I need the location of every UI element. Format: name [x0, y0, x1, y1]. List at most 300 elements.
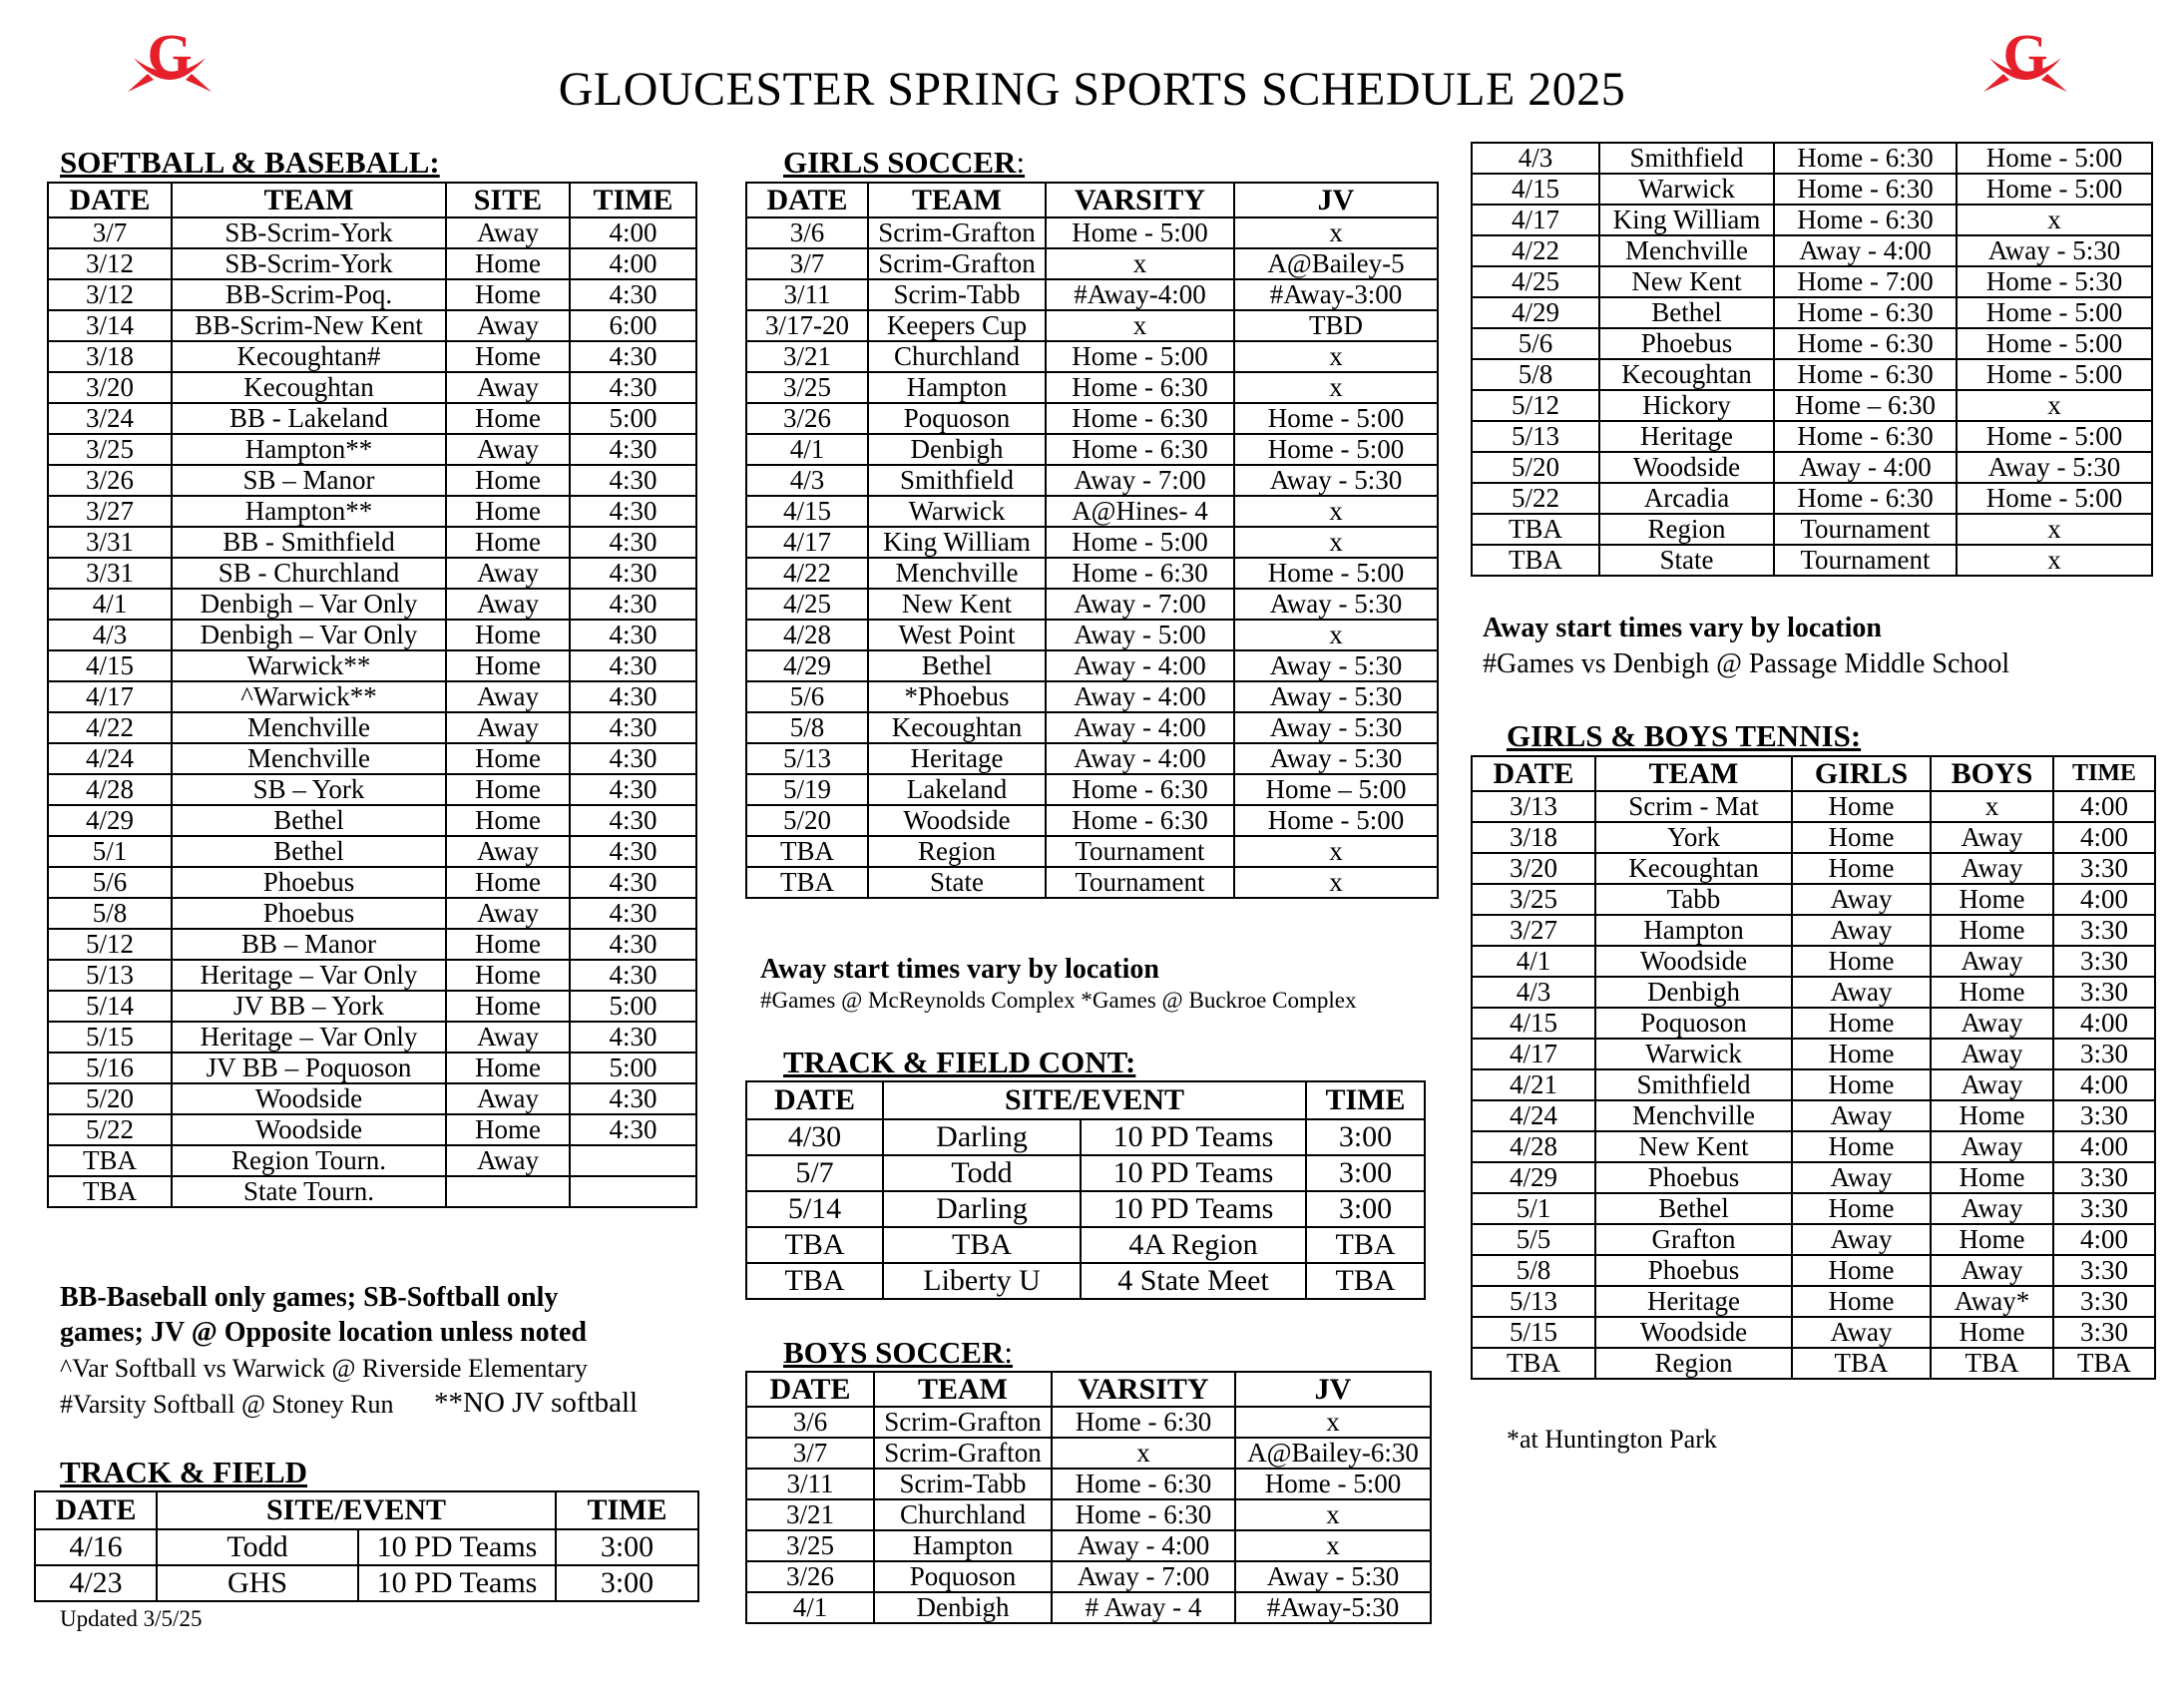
table-cell: 5/12: [48, 929, 172, 960]
table-row: [1472, 452, 2152, 483]
tennis-table: [1471, 755, 2156, 1380]
table-row: [746, 1191, 1425, 1227]
table-row: [48, 1022, 696, 1053]
table-cell: 4/3: [1472, 143, 1599, 174]
col-header: DATE: [1472, 756, 1595, 791]
girls-soccer-table: [745, 182, 1439, 899]
table-cell: 5/13: [746, 743, 868, 774]
table-cell: Away: [446, 836, 570, 867]
table-cell: SB – Manor: [172, 465, 446, 496]
table-cell: Home: [446, 496, 570, 527]
table-row: [746, 372, 1438, 403]
table-cell: Todd: [883, 1155, 1081, 1191]
table-cell: Home - 6:30: [1774, 483, 1957, 514]
table-header-row: [35, 1491, 698, 1529]
table-cell: Home – 5:00: [1234, 774, 1438, 805]
table-cell: x: [1234, 496, 1438, 527]
track-field-heading: TRACK & FIELD: [60, 1455, 308, 1489]
table-cell: Churchland: [868, 341, 1046, 372]
table-cell: 5/16: [48, 1053, 172, 1083]
table-cell: Kecoughtan: [1599, 359, 1774, 390]
table-cell: 5/5: [1472, 1224, 1595, 1255]
table-cell: 4/25: [746, 589, 868, 620]
table-cell: Away - 7:00: [1046, 465, 1234, 496]
table-row: [48, 836, 696, 867]
col-header: VARSITY: [1046, 183, 1234, 217]
table-cell: Denbigh: [868, 434, 1046, 465]
sb-note-3: ^Var Softball vs Warwick @ Riverside Elementary: [60, 1354, 588, 1383]
table-row: [48, 743, 696, 774]
table-cell: Darling: [883, 1191, 1081, 1227]
table-cell: 4:30: [570, 372, 696, 403]
table-cell: Away: [446, 1145, 570, 1176]
table-row: [1472, 915, 2155, 946]
table-cell: Home - 6:30: [1774, 205, 1957, 235]
table-cell: 3:30: [2053, 977, 2155, 1008]
table-cell: 5/6: [1472, 328, 1599, 359]
table-cell: TBA: [1931, 1348, 2053, 1379]
table-cell: Away: [446, 217, 570, 248]
table-cell: Kecoughtan: [868, 712, 1046, 743]
table-row: [1472, 1286, 2155, 1317]
table-cell: 3:00: [1306, 1155, 1425, 1191]
table-cell: Scrim-Grafton: [868, 248, 1046, 279]
sb-note-4: #Varsity Softball @ Stoney Run: [60, 1390, 394, 1419]
table-cell: TBA: [1306, 1227, 1425, 1263]
table-cell: Bethel: [1599, 297, 1774, 328]
table-cell: 4:30: [570, 743, 696, 774]
table-cell: 3/14: [48, 310, 172, 341]
table-row: [746, 310, 1438, 341]
table-cell: 4:30: [570, 341, 696, 372]
table-cell: 10 PD Teams: [358, 1529, 556, 1565]
table-cell: Home - 6:30: [1046, 774, 1234, 805]
table-cell: Home - 5:00: [1234, 403, 1438, 434]
table-cell: Region: [1595, 1348, 1792, 1379]
table-row: [746, 681, 1438, 712]
table-cell: 10 PD Teams: [358, 1565, 556, 1601]
boys-soccer-heading: BOYS SOCCER:: [783, 1335, 1013, 1370]
table-cell: 4:30: [570, 712, 696, 743]
table-cell: 3/6: [746, 217, 868, 248]
table-cell: Home - 5:00: [1234, 434, 1438, 465]
col-header: TIME: [556, 1491, 698, 1529]
table-cell: Smithfield: [1599, 143, 1774, 174]
table-row: [746, 1592, 1431, 1623]
table-row: [48, 620, 696, 650]
table-cell: Liberty U: [883, 1263, 1081, 1299]
table-cell: 3:00: [556, 1565, 698, 1601]
table-cell: Away: [446, 681, 570, 712]
table-row: [1472, 297, 2152, 328]
table-row: [48, 805, 696, 836]
table-cell: Home – 6:30: [1774, 390, 1957, 421]
table-cell: 3/7: [746, 1438, 874, 1469]
table-row: [1472, 1224, 2155, 1255]
table-cell: Away: [1792, 915, 1931, 946]
col-header: TIME: [1306, 1081, 1425, 1119]
table-cell: Away: [1792, 1162, 1931, 1193]
table-row: [1472, 853, 2155, 884]
table-cell: 5/20: [746, 805, 868, 836]
table-row: [48, 217, 696, 248]
table-row: [746, 1561, 1431, 1592]
table-cell: Home: [446, 620, 570, 650]
table-cell: Away: [446, 712, 570, 743]
table-cell: Away - 7:00: [1046, 589, 1234, 620]
track-field-cont-table: [745, 1080, 1426, 1300]
table-cell: x: [1235, 1407, 1431, 1438]
table-cell: Denbigh – Var Only: [172, 589, 446, 620]
table-cell: Home: [446, 743, 570, 774]
table-cell: Menchville: [868, 558, 1046, 589]
table-cell: 4:30: [570, 681, 696, 712]
table-cell: 4/28: [746, 620, 868, 650]
table-cell: Away - 5:30: [1957, 235, 2152, 266]
table-cell: 4/29: [746, 650, 868, 681]
table-cell: 3:30: [2053, 1193, 2155, 1224]
table-row: [1472, 514, 2152, 545]
table-cell: Home - 5:00: [1046, 217, 1234, 248]
table-cell: 10 PD Teams: [1081, 1119, 1306, 1155]
table-cell: TBA: [2053, 1348, 2155, 1379]
table-cell: Heritage: [1595, 1286, 1792, 1317]
table-row: [746, 867, 1438, 898]
table-row: [1472, 884, 2155, 915]
tennis-heading: GIRLS & BOYS TENNIS:: [1507, 718, 1862, 753]
table-cell: x: [1234, 527, 1438, 558]
tennis-note: *at Huntington Park: [1507, 1425, 1717, 1454]
table-cell: 4/15: [48, 650, 172, 681]
boys-soccer-note-1: Away start times vary by location: [1483, 613, 1882, 643]
table-cell: TBA: [48, 1145, 172, 1176]
col-header: SITE/EVENT: [883, 1081, 1306, 1119]
table-cell: 3/21: [746, 1499, 874, 1530]
table-cell: Home - 5:00: [1957, 328, 2152, 359]
table-cell: 4/29: [1472, 297, 1599, 328]
table-cell: Away - 5:30: [1234, 650, 1438, 681]
table-cell: Home - 5:30: [1957, 266, 2152, 297]
table-cell: Woodside: [172, 1083, 446, 1114]
table-cell: Home - 5:00: [1957, 359, 2152, 390]
table-cell: TBA: [1792, 1348, 1931, 1379]
table-cell: 3/11: [746, 279, 868, 310]
table-cell: A@Bailey-6:30: [1235, 1438, 1431, 1469]
table-cell: 3/17-20: [746, 310, 868, 341]
table-cell: Smithfield: [868, 465, 1046, 496]
table-cell: King William: [868, 527, 1046, 558]
table-cell: 4:00: [2053, 1069, 2155, 1100]
table-cell: New Kent: [1599, 266, 1774, 297]
table-cell: 3/31: [48, 527, 172, 558]
table-cell: 4A Region: [1081, 1227, 1306, 1263]
table-cell: Home - 6:30: [1052, 1407, 1235, 1438]
table-cell: Woodside: [1599, 452, 1774, 483]
table-cell: Home: [1792, 1286, 1931, 1317]
table-cell: 4 State Meet: [1081, 1263, 1306, 1299]
table-row: [1472, 1317, 2155, 1348]
sb-note-1: BB-Baseball only games; SB-Softball only: [60, 1282, 559, 1313]
table-cell: 4:30: [570, 465, 696, 496]
table-cell: Home: [1931, 977, 2053, 1008]
col-header: TEAM: [868, 183, 1046, 217]
table-cell: Scrim-Tabb: [868, 279, 1046, 310]
table-cell: 3:30: [2053, 1317, 2155, 1348]
table-cell: Home - 5:00: [1234, 805, 1438, 836]
table-row: [48, 712, 696, 743]
table-cell: 6:00: [570, 310, 696, 341]
col-header: SITE/EVENT: [157, 1491, 556, 1529]
table-cell: 5/15: [48, 1022, 172, 1053]
table-cell: Home: [1792, 1008, 1931, 1039]
table-cell: BB-Scrim-New Kent: [172, 310, 446, 341]
table-cell: 4:00: [2053, 822, 2155, 853]
table-cell: Away: [1792, 1224, 1931, 1255]
table-cell: Home - 5:00: [1046, 341, 1234, 372]
table-row: [1472, 1162, 2155, 1193]
table-row: [746, 1155, 1425, 1191]
table-cell: Scrim-Grafton: [874, 1407, 1052, 1438]
table-cell: Away: [1931, 1008, 2053, 1039]
table-row: [1472, 143, 2152, 174]
table-cell: 4:30: [570, 1022, 696, 1053]
table-header-row: [746, 183, 1438, 217]
table-header-row: [746, 1081, 1425, 1119]
table-cell: Away - 5:30: [1957, 452, 2152, 483]
table-row: [48, 991, 696, 1022]
table-cell: 3:30: [2053, 853, 2155, 884]
girls-soccer-note-2: #Games @ McReynolds Complex *Games @ Buckroe Complex: [760, 988, 1357, 1013]
table-cell: 4:30: [570, 650, 696, 681]
table-row: [1472, 235, 2152, 266]
table-cell: 4/17: [1472, 1039, 1595, 1069]
table-cell: 5/15: [1472, 1317, 1595, 1348]
col-header: DATE: [746, 183, 868, 217]
table-cell: Arcadia: [1599, 483, 1774, 514]
table-cell: 4:30: [570, 434, 696, 465]
table-row: [746, 527, 1438, 558]
table-cell: Away: [1931, 946, 2053, 977]
table-row: [48, 341, 696, 372]
table-cell: 3/27: [48, 496, 172, 527]
table-cell: Home - 5:00: [1957, 297, 2152, 328]
table-cell: 3:30: [2053, 915, 2155, 946]
table-row: [746, 589, 1438, 620]
table-cell: Kecoughtan#: [172, 341, 446, 372]
table-row: [746, 434, 1438, 465]
table-row: [48, 929, 696, 960]
table-cell: 4/22: [1472, 235, 1599, 266]
table-cell: 3/20: [48, 372, 172, 403]
table-cell: x: [1931, 791, 2053, 822]
table-cell: Home - 6:30: [1774, 421, 1957, 452]
table-cell: Home: [446, 1053, 570, 1083]
table-row: [48, 650, 696, 681]
table-row: [1472, 1008, 2155, 1039]
table-cell: x: [1957, 205, 2152, 235]
table-cell: Home - 6:30: [1774, 174, 1957, 205]
table-cell: 5/13: [48, 960, 172, 991]
table-cell: x: [1234, 836, 1438, 867]
table-cell: Scrim-Grafton: [868, 217, 1046, 248]
table-cell: x: [1235, 1499, 1431, 1530]
table-row: [1472, 1131, 2155, 1162]
table-cell: 5/8: [48, 898, 172, 929]
boys-soccer-table: [745, 1371, 1432, 1624]
table-cell: 10 PD Teams: [1081, 1155, 1306, 1191]
col-header: BOYS: [1931, 756, 2053, 791]
updated-date: Updated 3/5/25: [60, 1606, 203, 1631]
table-cell: Keepers Cup: [868, 310, 1046, 341]
table-row: [48, 1053, 696, 1083]
table-cell: TBA: [883, 1227, 1081, 1263]
table-row: [746, 217, 1438, 248]
table-cell: Away: [446, 589, 570, 620]
table-cell: 5/1: [1472, 1193, 1595, 1224]
table-row: [1472, 791, 2155, 822]
track-field-table: [34, 1490, 699, 1602]
table-cell: 3:30: [2053, 1100, 2155, 1131]
table-cell: Woodside: [1595, 946, 1792, 977]
table-cell: Away - 4:00: [1046, 712, 1234, 743]
table-cell: Menchville: [1595, 1100, 1792, 1131]
table-cell: Churchland: [874, 1499, 1052, 1530]
table-cell: Home - 5:00: [1046, 527, 1234, 558]
table-cell: Away*: [1931, 1286, 2053, 1317]
table-cell: Tabb: [1595, 884, 1792, 915]
table-cell: Away - 4:00: [1774, 452, 1957, 483]
table-cell: Poquoson: [868, 403, 1046, 434]
table-cell: 3/31: [48, 558, 172, 589]
table-cell: 5:00: [570, 991, 696, 1022]
table-row: [48, 1114, 696, 1145]
table-cell: Home: [1792, 1039, 1931, 1069]
sb-note-2: games; JV @ Opposite location unless noted: [60, 1317, 588, 1348]
table-cell: Woodside: [868, 805, 1046, 836]
table-row: [48, 279, 696, 310]
table-cell: 4:00: [2053, 884, 2155, 915]
table-cell: Home: [1931, 1317, 2053, 1348]
table-row: [1472, 174, 2152, 205]
table-cell: Home - 6:30: [1052, 1469, 1235, 1499]
table-cell: Home - 6:30: [1052, 1499, 1235, 1530]
table-cell: Home - 6:30: [1774, 359, 1957, 390]
table-cell: Home: [446, 341, 570, 372]
table-cell: Away - 5:00: [1046, 620, 1234, 650]
table-cell: 4/22: [48, 712, 172, 743]
table-row: [48, 898, 696, 929]
table-cell: x: [1052, 1438, 1235, 1469]
table-cell: Away - 4:00: [1052, 1530, 1235, 1561]
table-cell: Away: [1931, 1131, 2053, 1162]
table-cell: Home: [1792, 1255, 1931, 1286]
table-cell: 4/15: [1472, 174, 1599, 205]
table-cell: 5/12: [1472, 390, 1599, 421]
table-cell: Bethel: [172, 805, 446, 836]
table-cell: 5/8: [746, 712, 868, 743]
table-cell: TBA: [746, 867, 868, 898]
table-cell: Home: [1792, 946, 1931, 977]
table-cell: Home - 5:00: [1235, 1469, 1431, 1499]
table-cell: Away - 5:30: [1234, 743, 1438, 774]
table-row: [1472, 1348, 2155, 1379]
table-row: [35, 1565, 698, 1601]
table-cell: Kecoughtan: [1595, 853, 1792, 884]
table-cell: Menchville: [1599, 235, 1774, 266]
table-row: [1472, 421, 2152, 452]
table-cell: 4/25: [1472, 266, 1599, 297]
table-cell: Home: [1792, 853, 1931, 884]
table-cell: 3/25: [1472, 884, 1595, 915]
table-cell: Away - 5:30: [1234, 712, 1438, 743]
table-cell: 3:30: [2053, 1255, 2155, 1286]
table-cell: Phoebus: [172, 898, 446, 929]
table-cell: BB – Manor: [172, 929, 446, 960]
table-cell: 5/8: [1472, 1255, 1595, 1286]
table-cell: [570, 1145, 696, 1176]
table-cell: Home - 6:30: [1774, 328, 1957, 359]
table-cell: 3/12: [48, 279, 172, 310]
table-cell: 4:30: [570, 898, 696, 929]
table-cell: TBD: [1234, 310, 1438, 341]
table-cell: Home: [446, 991, 570, 1022]
table-cell: 4/28: [1472, 1131, 1595, 1162]
table-cell: 4/21: [1472, 1069, 1595, 1100]
table-row: [746, 1438, 1431, 1469]
table-cell: Denbigh: [874, 1592, 1052, 1623]
table-cell: Heritage – Var Only: [172, 1022, 446, 1053]
table-cell: Away - 5:30: [1235, 1561, 1431, 1592]
table-cell: Away - 4:00: [1046, 743, 1234, 774]
table-cell: 4/29: [1472, 1162, 1595, 1193]
table-cell: Home: [446, 465, 570, 496]
table-cell: JV BB – York: [172, 991, 446, 1022]
table-cell: 4/24: [1472, 1100, 1595, 1131]
table-cell: Hickory: [1599, 390, 1774, 421]
table-cell: Denbigh – Var Only: [172, 620, 446, 650]
table-cell: 4/3: [48, 620, 172, 650]
table-cell: 4/22: [746, 558, 868, 589]
table-cell: 5/13: [1472, 421, 1599, 452]
table-cell: 4:30: [570, 558, 696, 589]
col-header: DATE: [746, 1372, 874, 1407]
table-cell: 4/15: [746, 496, 868, 527]
table-cell: State: [868, 867, 1046, 898]
table-cell: Warwick: [1599, 174, 1774, 205]
table-cell: Menchville: [172, 743, 446, 774]
table-cell: Away: [446, 372, 570, 403]
table-row: [1472, 1255, 2155, 1286]
table-row: [48, 310, 696, 341]
table-cell: Away: [1792, 1317, 1931, 1348]
table-cell: Away - 5:30: [1234, 681, 1438, 712]
table-cell: 4/1: [746, 434, 868, 465]
boys-soccer-note-2: #Games vs Denbigh @ Passage Middle School: [1483, 648, 2010, 679]
table-cell: Away: [1792, 977, 1931, 1008]
table-cell: 4/17: [48, 681, 172, 712]
girls-soccer-heading: GIRLS SOCCER:: [783, 145, 1026, 180]
table-cell: 4:30: [570, 1114, 696, 1145]
table-cell: Home: [1792, 822, 1931, 853]
table-cell: 3:00: [556, 1529, 698, 1565]
table-cell: Away: [446, 898, 570, 929]
table-cell: Home - 5:00: [1957, 421, 2152, 452]
table-cell: SB – York: [172, 774, 446, 805]
table-row: [746, 1499, 1431, 1530]
table-row: [746, 712, 1438, 743]
table-cell: Grafton: [1595, 1224, 1792, 1255]
table-cell: *Phoebus: [868, 681, 1046, 712]
